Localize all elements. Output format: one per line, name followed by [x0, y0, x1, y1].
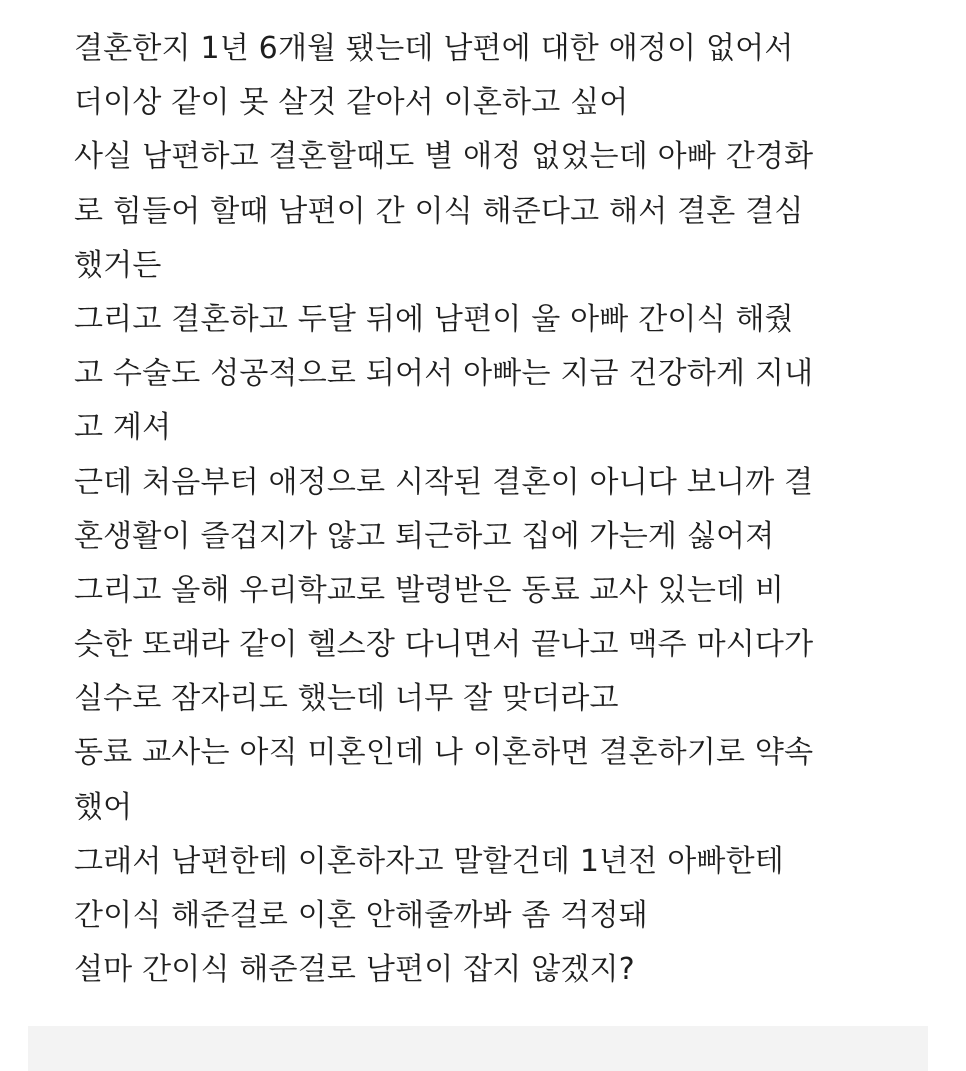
post-line: 더이상 같이 못 살것 같아서 이혼하고 싶어	[74, 85, 629, 121]
post-line: 했거든	[74, 247, 162, 283]
post-line: 결혼한지 1년 6개월 됐는데 남편에 대한 애정이 없어서	[74, 31, 794, 66]
post-line: 실수로 잠자리도 했는데 너무 잘 맞더라고	[74, 681, 619, 717]
post-line: 그리고 결혼하고 두달 뒤에 남편이 울 아빠 간이식 해줬	[74, 301, 794, 337]
post-line: 간이식 해준걸로 이혼 안해줄까봐 좀 걱정돼	[74, 898, 648, 933]
post-line: 근데 처음부터 애정으로 시작된 결혼이 아니다 보니까 결	[74, 464, 814, 500]
post-body	[74, 22, 934, 997]
post-line: 로 힘들어 할때 남편이 간 이식 해준다고 해서 결혼 결심	[74, 193, 804, 229]
post-line: 사실 남편하고 결혼할때도 별 애정 없었는데 아빠 간경화	[74, 139, 814, 175]
post-line: 그래서 남편한테 이혼하자고 말할건데 1년전 아빠한테	[74, 843, 784, 879]
post-line: 고 수술도 성공적으로 되어서 아빠는 지금 건강하게 지내	[74, 356, 814, 392]
post-line: 슷한 또래라 같이 헬스장 다니면서 끝나고 맥주 마시다가	[74, 627, 814, 663]
post-line: 고 계셔	[74, 410, 172, 446]
post-line: 혼생활이 즐겁지가 않고 퇴근하고 집에 가는게 싫어져	[74, 518, 775, 554]
post-line: 했어	[74, 789, 133, 825]
post-line: 설마 간이식 해준걸로 남편이 잡지 않겠지?	[74, 952, 635, 988]
post-line: 그리고 올해 우리학교로 발령받은 동료 교사 있는데 비	[74, 572, 785, 608]
post-line: 동료 교사는 아직 미혼인데 나 이혼하면 결혼하기로 약속	[74, 735, 814, 771]
footer-band	[28, 1026, 928, 1071]
